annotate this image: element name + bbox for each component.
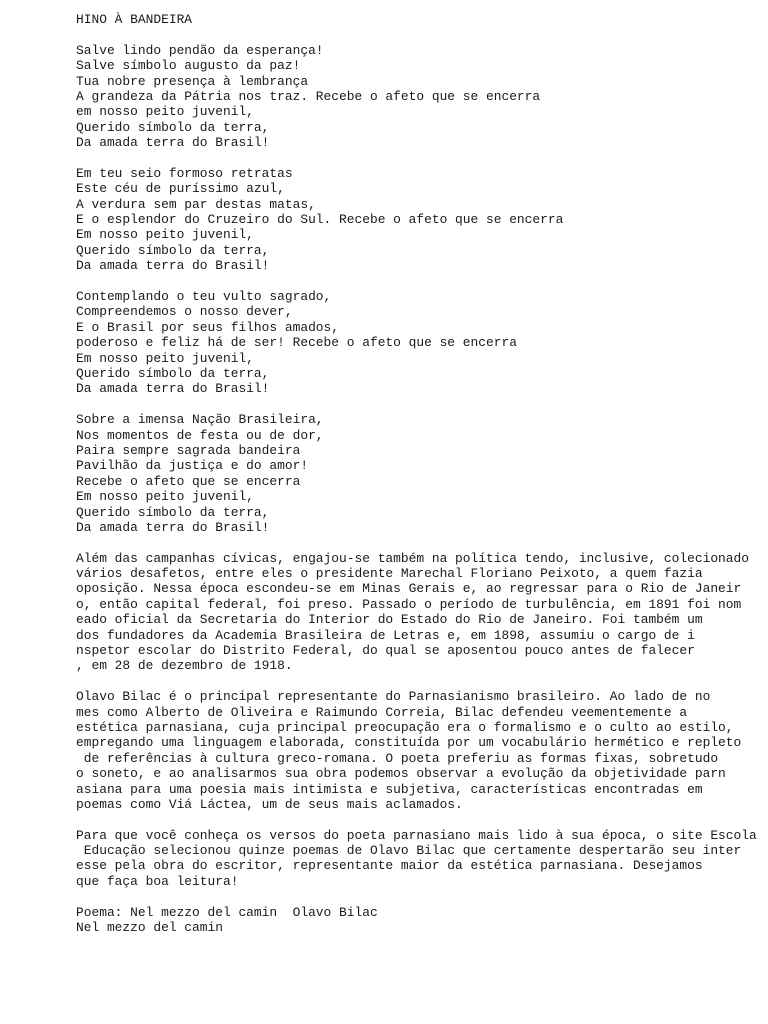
verse-line: Querido símbolo da terra,: [76, 242, 270, 258]
paragraph-line: dos fundadores da Academia Brasileira de Letras e, em 1898, assumiu o cargo de i: [76, 627, 695, 643]
stanza-gap: [76, 274, 756, 289]
paragraph-line: empregando uma linguagem elaborada, constituída por um vocabulário hermético e repleto: [76, 735, 742, 751]
paragraph-line: Para que você conheça os versos do poeta parnasiano mais lido à sua época, o site Escola: [76, 827, 757, 843]
verse-line: E o esplendor do Cruzeiro do Sul. Recebe o afeto que se encerra: [76, 212, 564, 228]
verse-line: Em nosso peito juvenil,: [76, 489, 254, 505]
verse-line: Em nosso peito juvenil,: [76, 227, 254, 243]
paragraph-line: Além das campanhas cívicas, engajou-se também na política tendo, inclusive, colecionado: [76, 550, 750, 566]
verse-line: Da amada terra do Brasil!: [76, 135, 270, 151]
verse-line: Tua nobre presença à lembrança: [76, 73, 309, 89]
paragraph-line: oposição. Nessa época escondeu-se em Minas Gerais e, ao regressar para o Rio de Janeir: [76, 581, 742, 597]
paragraph-line: Olavo Bilac é o principal representante do Parnasianismo brasileiro. Ao lado de no: [76, 689, 711, 705]
verse-line: Da amada terra do Brasil!: [76, 381, 270, 397]
verse-line: Querido símbolo da terra,: [76, 365, 270, 381]
verse-line: Da amada terra do Brasil!: [76, 258, 270, 274]
verse-line: Pavilhão da justiça e do amor!: [76, 458, 309, 474]
hymn-stanza-3: [76, 289, 756, 397]
verse-line: Salve símbolo augusto da paz!: [76, 58, 301, 74]
hymn-stanza-4: [76, 412, 756, 535]
verse-line: E o Brasil por seus filhos amados,: [76, 319, 340, 335]
verse-line: Nos momentos de festa ou de dor,: [76, 427, 324, 443]
paragraph-line: , em 28 de dezembro de 1918.: [76, 658, 293, 674]
verse-line: Recebe o afeto que se encerra: [76, 473, 301, 489]
paragraph-gap: [76, 812, 756, 827]
paragraph-line: asiana para uma poesia mais intimista e subjetiva, características encontradas em: [76, 781, 703, 797]
verse-line: poderoso e feliz há de ser! Recebe o afeto que se encerra: [76, 335, 517, 351]
parnasianism-paragraph: [76, 689, 756, 812]
verse-line: Este céu de puríssimo azul,: [76, 181, 285, 197]
hymn-stanza-1: [76, 43, 756, 151]
verse-line: Salve lindo pendão da esperança!: [76, 42, 324, 58]
introduction-paragraph: [76, 828, 756, 890]
verse-line: A grandeza da Pátria nos traz. Recebe o afeto que se encerra: [76, 88, 541, 104]
paragraph-gap: [76, 889, 756, 904]
hymn-stanza-2: [76, 166, 756, 274]
stanza-gap: [76, 151, 756, 166]
stanza-gap: [76, 397, 756, 412]
paragraph-line: estética parnasiana, cuja principal preocupação era o formalismo e o culto ao estilo,: [76, 719, 734, 735]
poem-heading: Poema: Nel mezzo del camin Olavo Bilac: [76, 904, 378, 920]
paragraph-line: nspetor escolar do Distrito Federal, do qual se aposentou pouco antes de falecer: [76, 643, 695, 659]
document-text: [76, 12, 756, 935]
verse-line: Em teu seio formoso retratas: [76, 165, 293, 181]
page-title: HINO À BANDEIRA: [76, 12, 193, 27]
paragraph-line: eado oficial da Secretaria do Interior do Estado do Rio de Janeiro. Foi também um: [76, 612, 703, 628]
verse-line: A verdura sem par destas matas,: [76, 196, 316, 212]
verse-line: Da amada terra do Brasil!: [76, 519, 270, 535]
verse-line: Querido símbolo da terra,: [76, 119, 270, 135]
verse-line: Compreendemos o nosso dever,: [76, 304, 293, 320]
paragraph-line: mes como Alberto de Oliveira e Raimundo Correia, Bilac defendeu veementemente a: [76, 704, 688, 720]
paragraph-gap: [76, 674, 756, 689]
stanza-gap: [76, 535, 756, 550]
poem-title: Nel mezzo del camin: [76, 920, 223, 936]
verse-line: em nosso peito juvenil,: [76, 104, 254, 120]
paragraph-line: o soneto, e ao analisarmos sua obra podemos observar a evolução da objetividade parn: [76, 766, 726, 782]
verse-line: Querido símbolo da terra,: [76, 504, 270, 520]
paragraph-line: de referências à cultura greco-romana. O poeta preferiu as formas fixas, sobretudo: [76, 750, 719, 766]
paragraph-line: que faça boa leitura!: [76, 873, 239, 889]
paragraph-line: vários desafetos, entre eles o presidente Marechal Floriano Peixoto, a quem fazia: [76, 566, 703, 582]
verse-line: Paira sempre sagrada bandeira: [76, 442, 301, 458]
biography-paragraph: [76, 551, 756, 674]
paragraph-line: Educação selecionou quinze poemas de Olavo Bilac que certamente despertarão seu inter: [76, 843, 742, 859]
poem-heading-block: [76, 905, 756, 936]
verse-line: Sobre a imensa Nação Brasileira,: [76, 412, 324, 428]
verse-line: Contemplando o teu vulto sagrado,: [76, 289, 332, 305]
paragraph-line: poemas como Viá Láctea, um de seus mais aclamados.: [76, 796, 463, 812]
verse-line: Em nosso peito juvenil,: [76, 350, 254, 366]
paragraph-line: esse pela obra do escritor, representante maior da estética parnasiana. Desejamos: [76, 858, 703, 874]
paragraph-line: o, então capital federal, foi preso. Passado o período de turbulência, em 1891 foi nom: [76, 596, 742, 612]
